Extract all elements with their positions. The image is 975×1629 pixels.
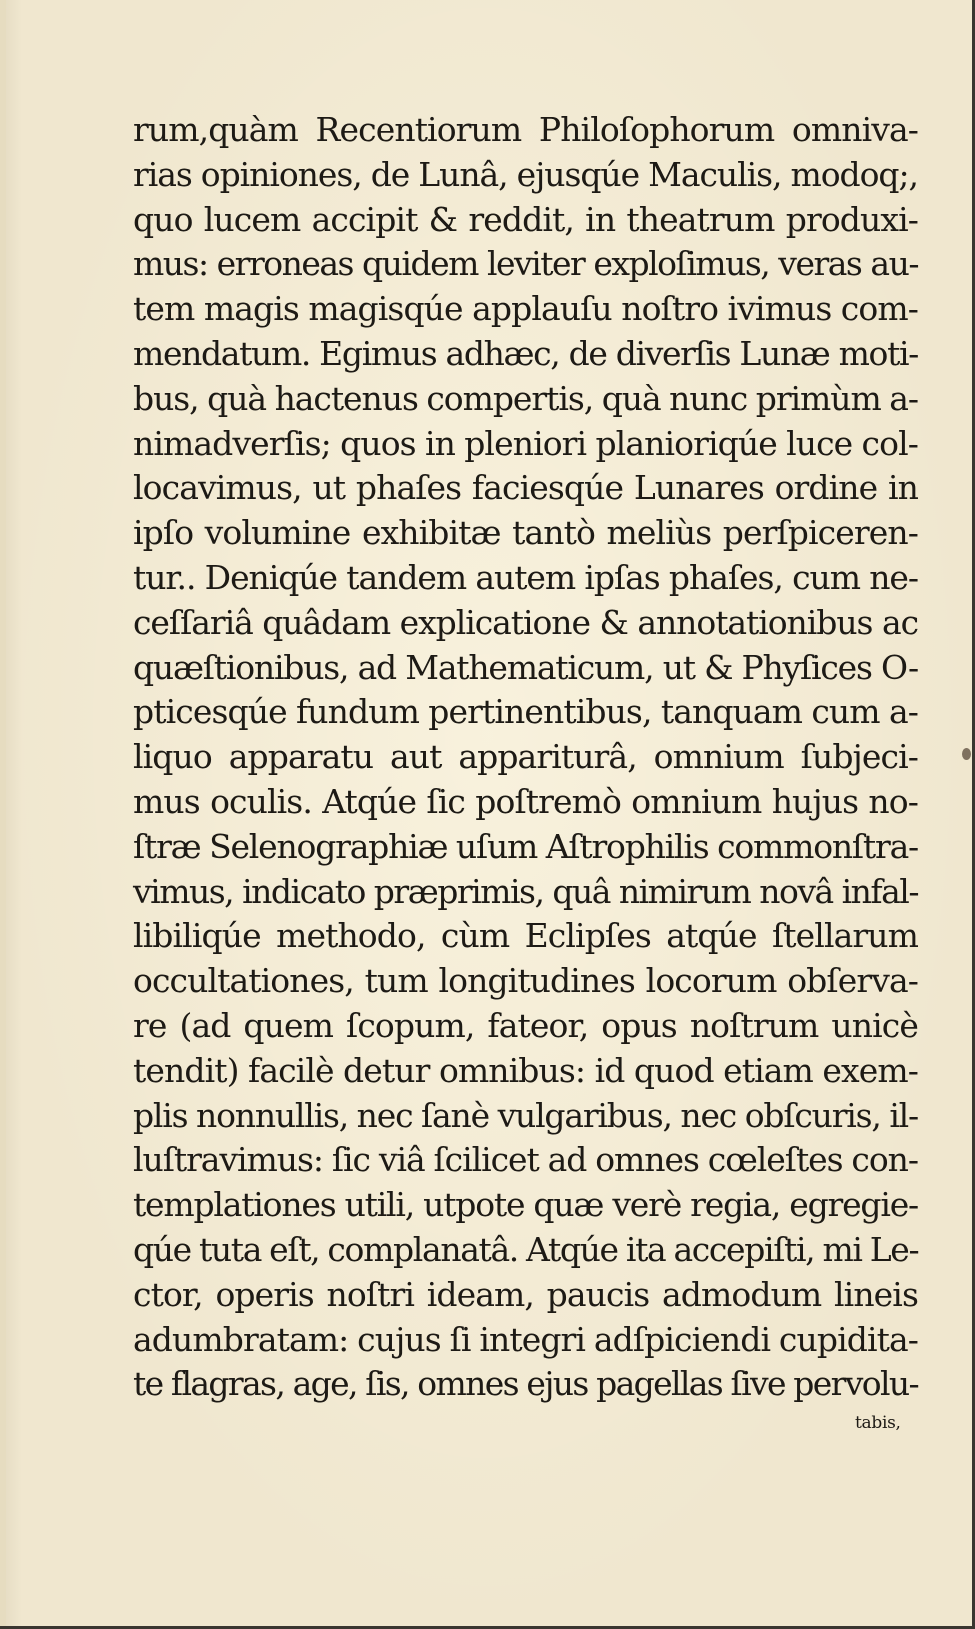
text-line: nimadverſis; quos in pleniori planioriqúe luce col-	[133, 423, 918, 463]
text-line: tur.. Deniqúe tandem autem ipſas phaſes, cum ne-	[133, 557, 918, 597]
text-line: vimus, indicato præprimis, quâ nimirum novâ infal-	[133, 871, 918, 911]
text-line: tendit) facilè detur omnibus: id quod etiam exem-	[133, 1050, 918, 1090]
text-line: locavimus, ut phaſes faciesqúe Lunares ordine in	[133, 468, 918, 508]
text-line: re (ad quem ſcopum, fateor, opus noſtrum unicè	[133, 1005, 918, 1045]
text-line: luſtravimus: ſic viâ ſcilicet ad omnes cœleſtes con-	[133, 1140, 918, 1180]
text-line: plis nonnullis, nec ſanè vulgaribus, nec obſcuris, il-	[133, 1095, 918, 1135]
text-line: occultationes, tum longitudines locorum obſerva-	[133, 961, 918, 1001]
text-line: templationes utili, utpote quæ verè regia, egregie-	[133, 1185, 918, 1225]
text-line: rias opiniones, de Lunâ, ejusqúe Maculis, modoq;,	[133, 154, 918, 194]
text-line: bus, quà hactenus compertis, quà nunc primùm a-	[133, 378, 918, 418]
text-line: ipſo volumine exhibitæ tantò meliùs perſpiceren-	[133, 513, 918, 553]
text-line: ceſſariâ quâdam explicatione & annotationibus ac	[133, 602, 918, 642]
text-line: rum,quàm Recentiorum Philoſophorum omniva-	[133, 110, 918, 149]
ink-spot	[962, 748, 971, 760]
catchword: tabis,	[855, 1413, 901, 1433]
text-line: quo lucem accipit & reddit, in theatrum produxi-	[133, 199, 918, 239]
text-line: tem magis magisqúe applauſu noſtro ivimus com-	[133, 289, 918, 329]
text-line: liquo apparatu aut appariturâ, omnium ſubjeci-	[133, 737, 918, 777]
text-line: mus oculis. Atqúe ſic poſtremò omnium hujus no-	[133, 781, 918, 821]
text-line: mendatum. Egimus adhæc, de diverſis Lunæ moti-	[133, 333, 918, 373]
text-line: te flagras, age, ſis, omnes ejus pagellas ſive pervolu-	[133, 1364, 918, 1404]
text-line: pticesqúe fundum pertinentibus, tanquam cum a-	[133, 692, 918, 732]
text-line: quæſtionibus, ad Mathematicum, ut & Phyſices O-	[133, 647, 918, 687]
text-line: adumbratam: cujus ſi integri adſpiciendi cupidita-	[133, 1319, 918, 1359]
text-line: qúe tuta eſt, complanatâ. Atqúe ita accepiſti, mi Le-	[133, 1229, 919, 1269]
text-line: libiliqúe methodo, cùm Eclipſes atqúe ſtellarum	[133, 916, 918, 956]
text-line: ſtræ Selenographiæ uſum Aſtrophilis commonſtra-	[133, 826, 918, 866]
page-left-edge	[0, 0, 6, 1629]
text-line: mus: erroneas quidem leviter exploſimus, veras au-	[133, 244, 918, 284]
text-line: ctor, operis noſtri ideam, paucis admodum lineis	[133, 1274, 918, 1314]
body-text	[133, 108, 918, 1407]
